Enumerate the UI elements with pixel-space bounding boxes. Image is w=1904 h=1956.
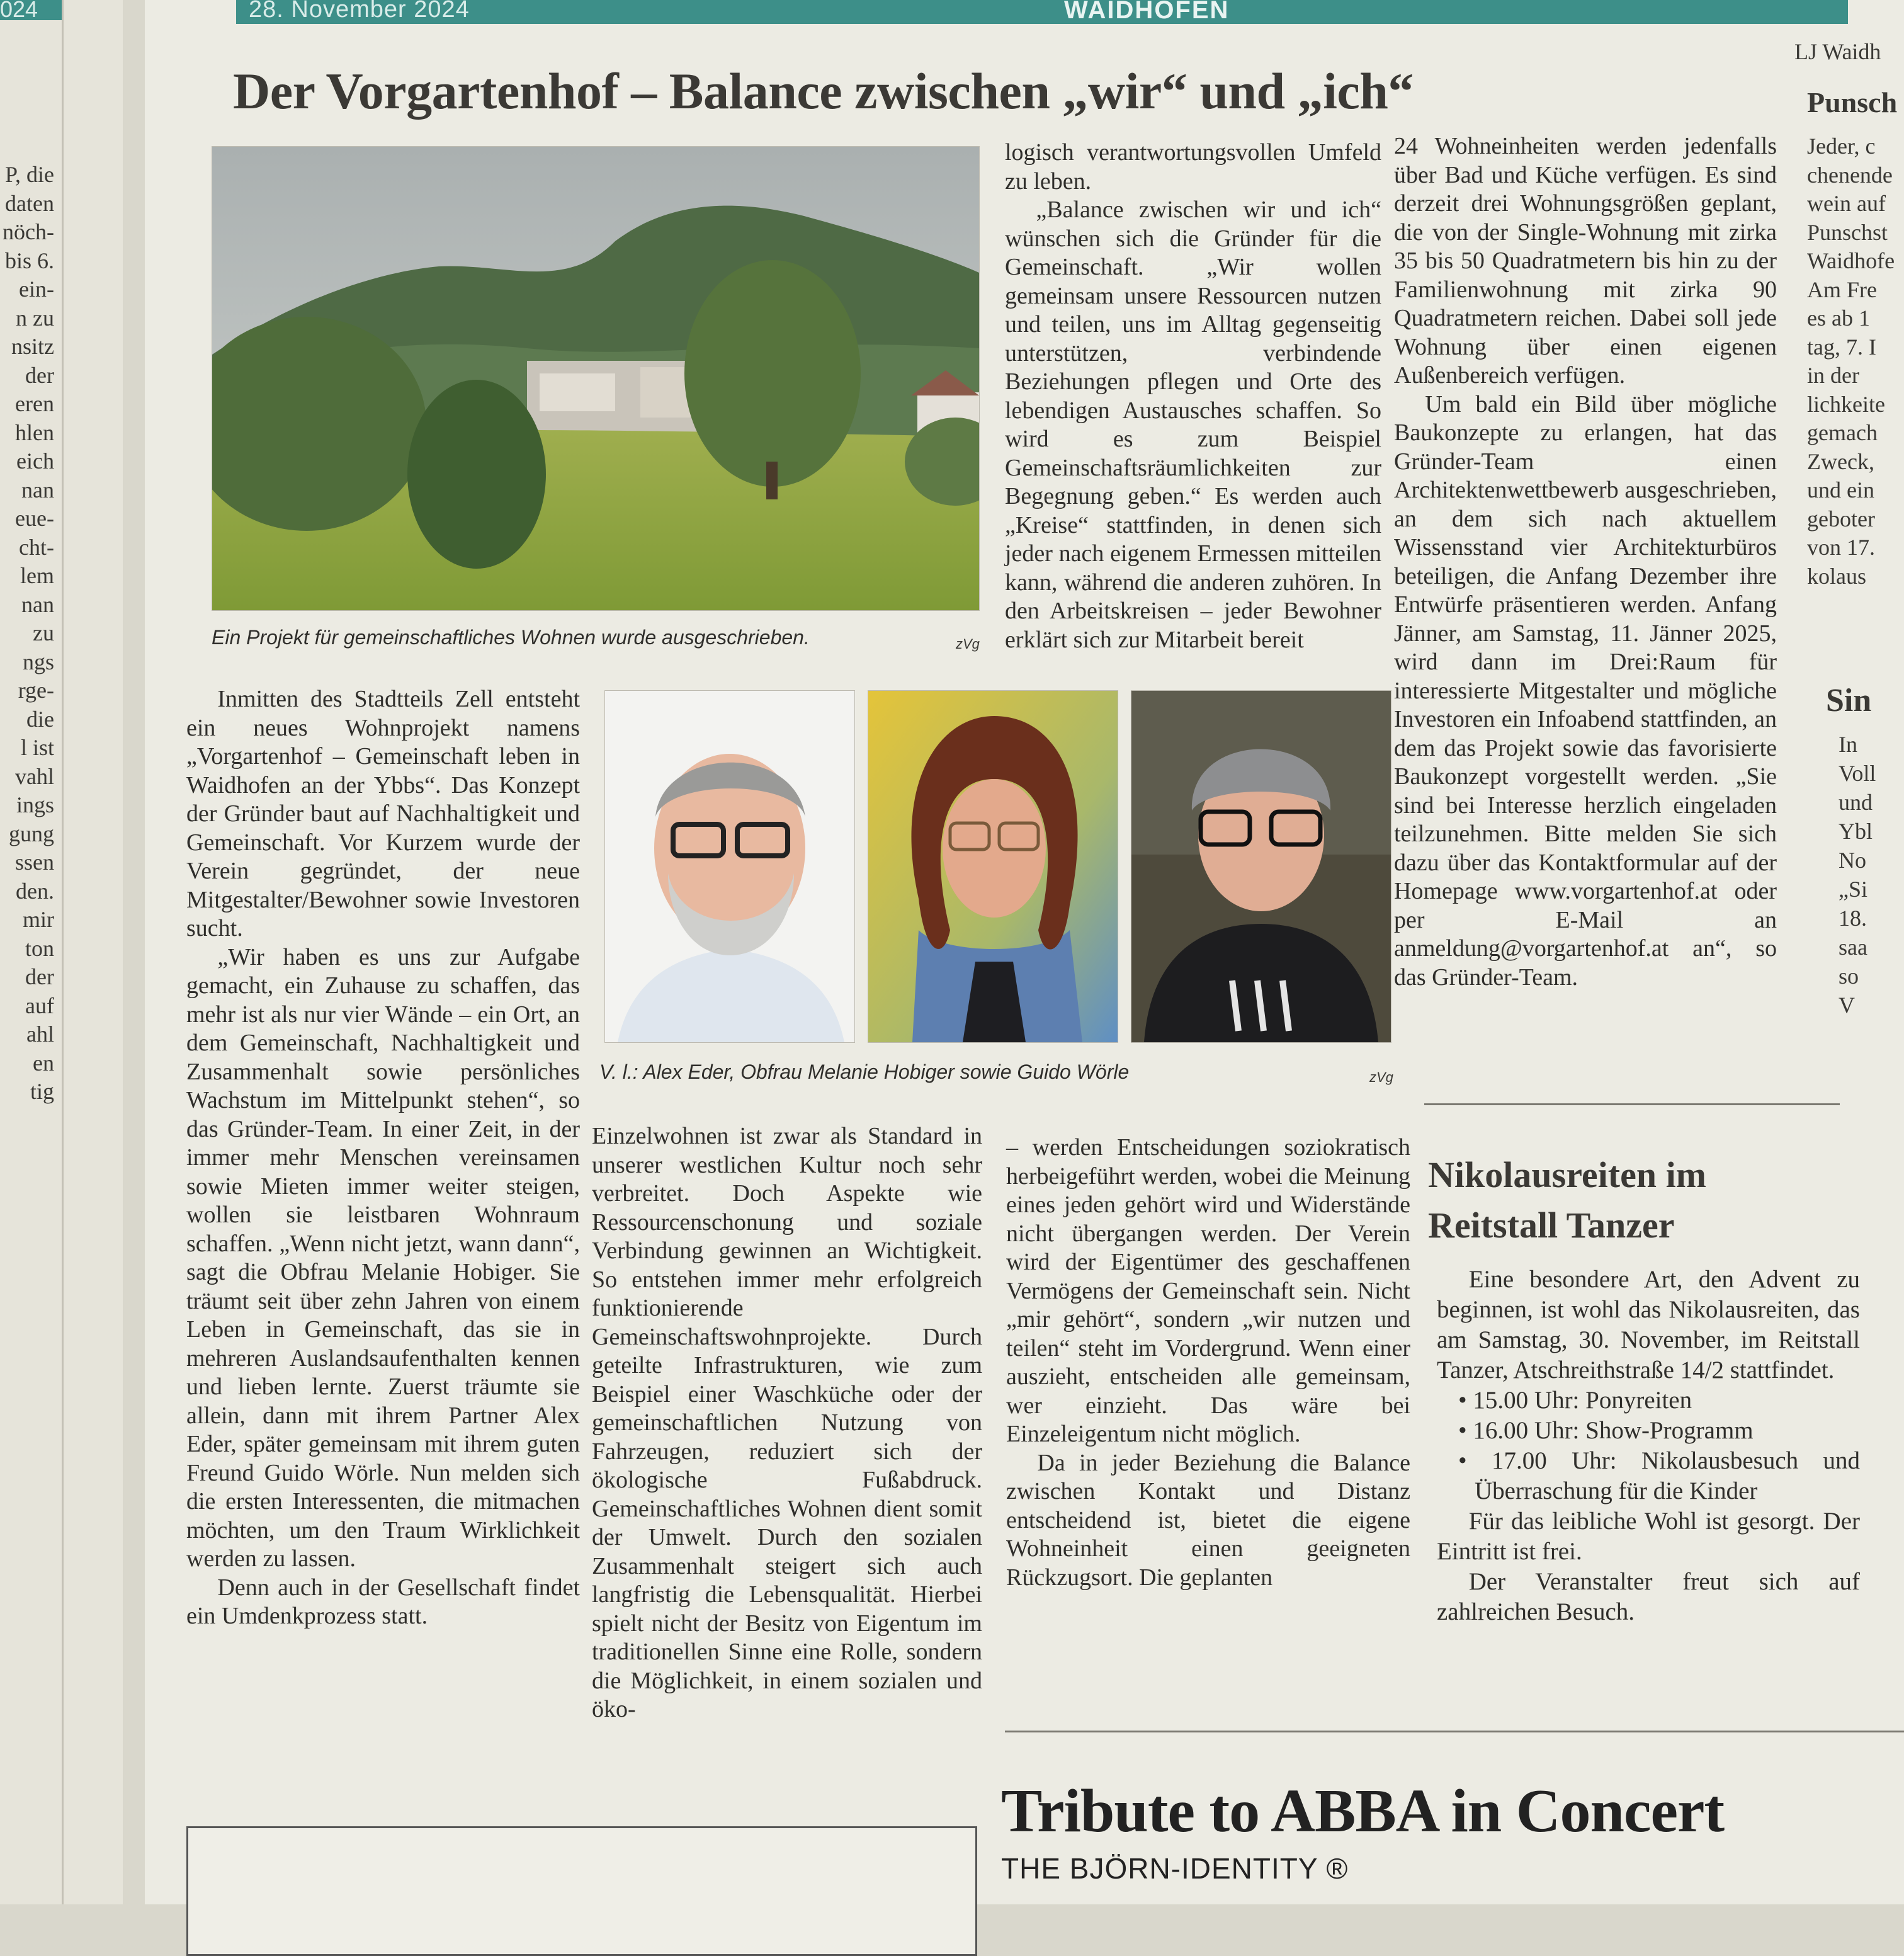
next-column-fragment: „Si — [1839, 877, 1868, 902]
next-column-fragment: Ybl — [1839, 819, 1873, 844]
next-column-fragment: kolaus — [1807, 563, 1866, 589]
portraits-credit: zVg — [1369, 1069, 1393, 1085]
nikolaus-paragraph-3: Der Veranstalter freut sich auf zahlreichen Besuch. — [1437, 1568, 1860, 1625]
next-column-fragment: V — [1839, 992, 1855, 1018]
next-column-fragment: 18. — [1839, 906, 1867, 931]
previous-page-fragment: mir — [23, 907, 54, 932]
previous-page-fragment: rge- — [18, 678, 54, 703]
nikolaus-event-item: • 15.00 Uhr: Ponyreiten — [1458, 1387, 1692, 1414]
nikolaus-intro: Eine besondere Art, den Advent zu beginnen, ist wohl das Nikolausreiten, das am Samstag, 30. November, im Reitstall Tanzer, Atschreithstraße 14/2 stattfindet. — [1437, 1266, 1860, 1384]
nikolaus-headline-line-2: Reitstall Tanzer — [1428, 1205, 1675, 1246]
previous-page-fragment: l ist — [20, 735, 54, 760]
portrait-alex-eder-image — [605, 691, 854, 1042]
previous-page-fragment: P, die — [4, 162, 54, 187]
next-column-fragment: es ab 1 — [1807, 305, 1870, 331]
col4-paragraph-2: Um bald ein Bild über mögliche Baukonzepte zu erlangen, hat das Gründer-Team einen Architektenwettbewerb ausgeschrieben, an dem sich nach aktuellem Wissensstand vier Architekturbüros beteiligen, die Anfang Dezember ihre Entwürfe präsentieren werden. Anfang Jänner, am Samstag, 11. Jänner 2025, wird dann im Drei:Raum für interessierte Mitgestalter und mögliche Investoren ein Infoabend stattfinden, an dem das Projekt sowie das favorisierte Baukonzept vorgestellt werden. „Sie sind bei Interesse herzlich eingeladen teilzunehmen. Bitte melden Sie sich dazu über das Kontaktformular auf der Homepage www.vorgartenhof.at oder per E-Mail an anmeldung@vorgartenhof.at an“, so das Gründer-Team. — [1394, 390, 1777, 991]
article-column-2 — [592, 1122, 982, 1724]
previous-page-fragment: gung — [9, 821, 54, 846]
previous-page-fragment: ahl — [26, 1021, 54, 1047]
nikolaus-event-item: • 17.00 Uhr: Nikolausbesuch und Überraschung für die Kinder — [1458, 1447, 1860, 1504]
next-column-fragment: Zweck, — [1807, 448, 1874, 474]
col4-paragraph-1: 24 Wohneinheiten werden jedenfalls über Bad und Küche verfügen. Es sind derzeit drei Wohnungsgrößen geplant, die von der Single-Wohnung mit zirka 35 bis 50 Quadratmetern bis hin zu der Familienwohnung mit zirka 90 Quadratmetern reichen. Dabei soll jede Wohnung über einen eigenen Außenbereich verfügen. — [1394, 133, 1777, 389]
previous-page-fragment: eue- — [15, 506, 54, 531]
abba-headline: Tribute to ABBA in Concert — [1001, 1777, 1725, 1845]
col3-bottom-paragraph-2: Da in jeder Beziehung die Balance zwischen Kontakt und Distanz entscheidend ist, bietet die eigene Wohneinheit einen geeigneten Rückzugsort. Die geplanten — [1006, 1449, 1410, 1591]
next-column-fragment: tag, 7. I — [1807, 334, 1876, 360]
next-column-strip — [1788, 38, 1904, 1927]
article-column-1 — [186, 685, 580, 1631]
landscape-photo-caption: Ein Projekt für gemeinschaftliches Wohnen wurde ausgeschrieben. — [212, 626, 810, 649]
previous-page-fragment: der — [25, 964, 54, 989]
previous-page-fragment: daten — [5, 190, 54, 216]
nikolaus-paragraph-2: Für das leibliche Wohl ist gesorgt. Der Eintritt ist frei. — [1437, 1508, 1860, 1565]
previous-page-fragment: ings — [16, 792, 54, 817]
previous-page-fragment: nan — [21, 591, 54, 617]
previous-page-fragment: nan — [21, 477, 54, 503]
next-column-fragment: Voll — [1839, 761, 1876, 786]
next-column-fragment: saa — [1839, 935, 1867, 960]
article-column-3-bottom — [1006, 1134, 1410, 1592]
next-column-fragment: Sin — [1826, 683, 1872, 719]
next-column-fragment: Jeder, c — [1807, 134, 1876, 159]
previous-page-fragment: zu — [33, 620, 54, 645]
next-column-fragment: chenende — [1807, 162, 1893, 188]
next-column-fragment: geboter — [1807, 506, 1875, 532]
previous-page-fragment: eich — [16, 448, 54, 474]
portraits-caption: V. l.: Alex Eder, Obfrau Melanie Hobiger sowie Guido Wörle — [599, 1060, 1130, 1083]
next-column-fragment: Punschst — [1807, 219, 1888, 245]
previous-page-fragment: cht- — [19, 534, 54, 560]
next-column-fragment: Waidhofe — [1807, 248, 1895, 273]
next-column-fragment: wein auf — [1807, 191, 1886, 216]
advertisement-box — [186, 1826, 977, 1956]
nikolaus-headline — [1428, 1150, 1806, 1251]
previous-page-fragment: ngs — [22, 649, 54, 674]
col3-bottom-paragraph-1: – werden Entscheidungen soziokratisch herbeigeführt werden, wobei die Meinung eines jeden gehört wird und Widerstände nicht übergangen werden. Der Verein wird der Eigentümer des geschaffenen Vermögens der Gemeinschaft sein. Nicht „mir gehört“, sondern „wir nutzen und teilen“ steht im Vordergrund. Wenn einer auszieht, entscheiden alle gemeinsam, wer einzieht. Das wäre bei Einzeleigentum nicht möglich. — [1006, 1134, 1410, 1447]
portrait-guido-woerle-image — [1131, 691, 1391, 1042]
previous-page-fragment: bis 6. — [4, 247, 54, 273]
previous-page-fragment: ssen — [15, 850, 54, 875]
column-4-end-rule — [1424, 1103, 1840, 1105]
landscape-photo-credit: zVg — [956, 636, 980, 652]
previous-page-fragment: ein- — [19, 276, 54, 302]
col2-paragraph-1: Einzelwohnen ist zwar als Standard in unserer westlichen Kultur noch sehr verbreitet. Doch Aspekte wie Ressourcenschonung und soziale Verbindung gewinnen an Wichtigkeit. So entstehen immer mehr erfolgreich funktionierende Gemeinschaftswohnprojekte. Durch geteilte Infrastrukturen, wie zum Beispiel einer Waschküche oder der gemeinschaftlichen Nutzung von Fahrzeugen, reduziert sich der ökologische Fußabdruck. Gemeinschaftliches Wohnen dient somit der Umwelt. Durch den sozialen Zusammenhalt steigert sich auch langfristig die Lebensqualität. Hierbei spielt nicht der Besitz von Eigentum im traditionellen Sinne eine Rolle, sondern die Möglichkeit, in einem sozialen und öko- — [592, 1123, 982, 1722]
next-column-fragment: lichkeite — [1807, 391, 1885, 417]
portrait-alex-eder — [604, 690, 855, 1043]
article-column-4 — [1394, 132, 1777, 992]
next-column-fragment: Punsch — [1807, 86, 1898, 118]
previous-page-header-text: 024 — [0, 0, 38, 22]
previous-page-fragment: en — [33, 1050, 54, 1076]
previous-page-fragment: auf — [25, 992, 54, 1018]
abba-top-rule — [1005, 1731, 1904, 1732]
previous-page-fragment: nöch- — [3, 219, 54, 244]
landscape-photo — [212, 146, 980, 611]
next-column-fragment: in der — [1807, 363, 1859, 388]
nikolaus-event-item: • 16.00 Uhr: Show-Programm — [1458, 1417, 1754, 1444]
col3-top-paragraph-2: „Balance zwischen wir und ich“ wünschen sich die Gründer für die Gemeinschaft. „Wir wollen gemeinsam unsere Ressourcen nutzen und teilen, uns im Alltag gegenseitig unterstützen, verbindende Beziehungen pflegen und Orte des lebendigen Austausches schaffen. So wird es zum Beispiel Gemeinschaftsräumlichkeiten zur Begegnung geben.“ Es werden auch „Kreise“ stattfinden, in denen sich jeder nach eigenem Ermessen mitteilen kann, während die anderen zuhören. In den Arbeitskreisen – jeder Bewohner erklärt sich zur Mitarbeit bereit — [1005, 196, 1381, 653]
article-column-3-top — [1005, 139, 1381, 654]
portrait-melanie-hobiger — [868, 690, 1118, 1043]
next-column-fragment: LJ Waidh — [1794, 39, 1881, 64]
header-section: WAIDHOFEN — [1064, 0, 1230, 24]
next-column-fragment: und ein — [1807, 477, 1874, 503]
next-column-fragment: so — [1839, 964, 1859, 989]
previous-page-fragment: der — [25, 362, 54, 388]
abba-subtitle: THE BJÖRN-IDENTITY ® — [1001, 1852, 1349, 1885]
article-headline: Der Vorgartenhof – Balance zwischen „wir“ und „ich“ — [233, 62, 1414, 120]
col3-top-paragraph-1: logisch verantwortungsvollen Umfeld zu leben. — [1005, 139, 1381, 195]
nikolaus-headline-line-1: Nikolausreiten im — [1428, 1154, 1706, 1195]
previous-page-fragment: ton — [25, 935, 54, 961]
previous-page-fragment: den. — [16, 878, 54, 904]
col1-paragraph-3: Denn auch in der Gesellschaft findet ein Umdenkprozess statt. — [186, 1574, 580, 1629]
next-column-fragment: In — [1839, 732, 1857, 757]
next-column-fragment: No — [1839, 848, 1866, 873]
next-column-fragment: von 17. — [1807, 535, 1875, 560]
next-column-fragment: Am Fre — [1807, 276, 1877, 302]
previous-page-fragment: n zu — [16, 305, 54, 331]
previous-page-fragment: tig — [30, 1079, 54, 1104]
previous-page-fragment: hlen — [15, 419, 54, 445]
col1-paragraph-2: „Wir haben es uns zur Aufgabe gemacht, ein Zuhause zu schaffen, das mehr ist als nur vier Wände – ein Ort, an dem Gemeinschaft, Nachhaltigkeit und Zusammenhalt sowie persönliches Wachstum im Mittelpunkt stehen“, so das Gründer-Team. In einer Zeit, in der immer mehr Menschen vereinsamen sowie Mieten immer weiter steigen, wollen sie leistbaren Wohnraum schaffen. „Wenn nicht jetzt, wann dann“, sagt die Obfrau Melanie Hobiger. Sie träumt seit über zehn Jahren von einem Leben in Gemeinschaft, das sie in mehreren Auslandsaufenthalten kennen und lieben lernte. Zuerst träumte sie allein, dann mit ihrem Partner Alex Eder, später gemeinsam mit ihrem guten Freund Guido Wörle. Nun melden sich die ersten Interessenten, die mitmachen möchten, um den Traum Wirklichkeit werden zu lassen. — [186, 943, 580, 1572]
previous-page-fragment: die — [26, 706, 54, 732]
previous-page-fragment: eren — [15, 391, 54, 416]
landscape-photo-image — [212, 147, 979, 610]
header-bar — [236, 0, 1848, 24]
portrait-guido-woerle — [1131, 690, 1391, 1043]
page-fold-rule — [62, 0, 64, 1904]
portrait-melanie-hobiger-image — [868, 691, 1118, 1042]
col1-paragraph-1: Inmitten des Stadtteils Zell entsteht ein neues Wohnprojekt namens „Vorgartenhof – Gemeinschaft leben in Waidhofen an der Ybbs“. Das Konzept der Gründer baut auf Nachhaltigkeit und Gemeinschaft. Vor Kurzem wurde der Verein gegründet, der neue Mitgestalter/Bewohner sowie Investoren sucht. — [186, 686, 580, 941]
next-column-fragment: gemach — [1807, 420, 1878, 445]
header-date: 28. November 2024 — [249, 0, 470, 23]
next-column-fragment: und — [1839, 790, 1873, 815]
previous-page-fragment: vahl — [15, 763, 54, 789]
previous-page-fragment: nsitz — [11, 334, 54, 359]
previous-page-fragment: lem — [20, 563, 54, 588]
previous-page-header — [0, 0, 62, 20]
